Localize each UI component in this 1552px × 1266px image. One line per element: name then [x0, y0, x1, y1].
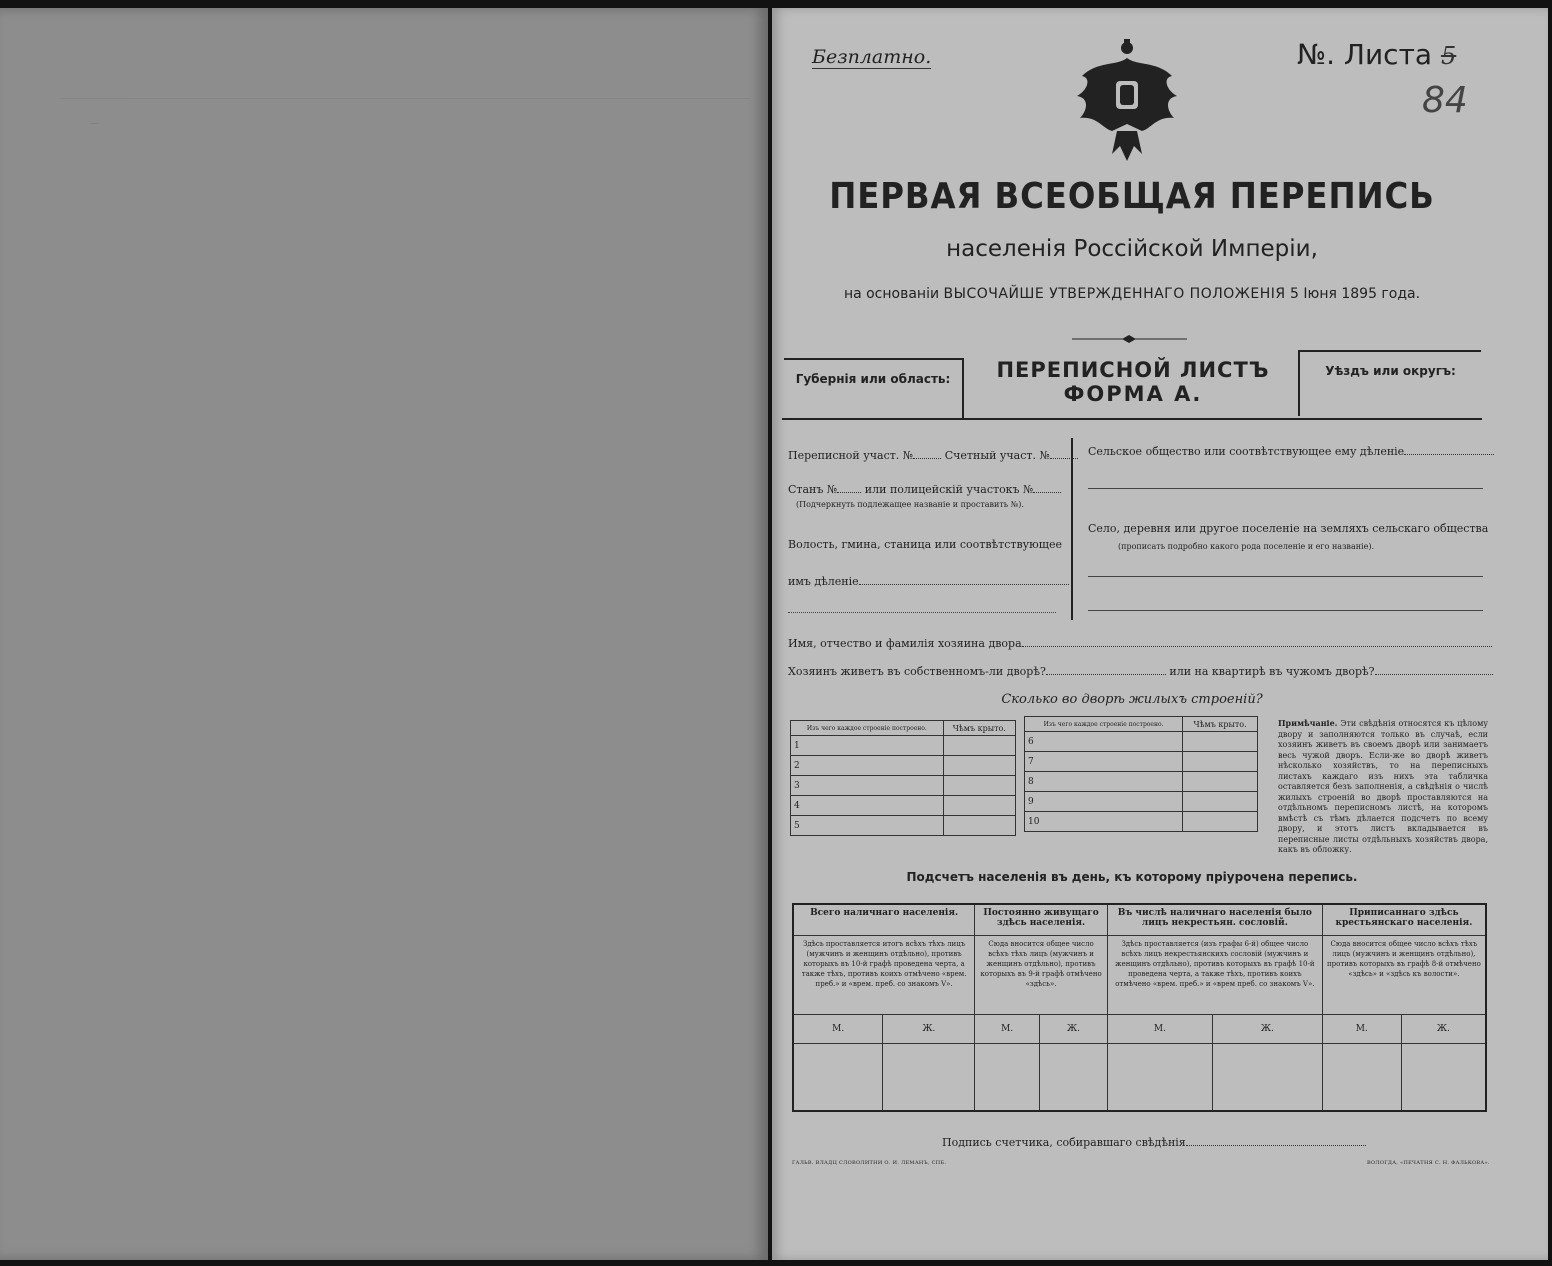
form-header-center [968, 354, 1298, 420]
buildings-note [1278, 718, 1488, 856]
buildings-col-roof: Чѣмъ крыто. [1183, 717, 1258, 732]
form-subtitle: населенія Россійской Имперіи, [946, 236, 1318, 262]
table-row [1025, 752, 1258, 772]
form-type: ФОРМА А. [1063, 382, 1203, 406]
row-number: 6 [1025, 732, 1183, 752]
buildings-col-roof: Чѣмъ крыто. [943, 721, 1015, 736]
row-number: 4 [791, 796, 944, 816]
village-line-1 [1088, 576, 1483, 577]
legal-basis-line [772, 286, 1492, 302]
row-number: 7 [1025, 752, 1183, 772]
bleed-through-ghost: — [60, 98, 750, 229]
male-header: М. [1107, 1015, 1212, 1044]
form-main-title: ПЕРВАЯ ВСЕОБЩАЯ ПЕРЕПИСЬ [829, 176, 1435, 217]
free-of-charge-label: Безплатно. [812, 46, 932, 68]
census-district-field [788, 448, 1078, 462]
count-desc-registered-peasant: Сюда вносится общее число всѣхъ тѣхъ лицъ (мужчинъ и женщинъ отдѣльно), противъ которыхъ въ графѣ 8-й отмѣчено «здѣсь» и «здѣсь къ волости». [1322, 936, 1486, 1015]
male-header: М. [975, 1015, 1040, 1044]
census-district-label: Переписной участ. № [788, 449, 914, 462]
count-col-registered-peasant: Приписаннаго здѣсь крестьянскаго населенія. [1322, 904, 1486, 936]
legal-basis-date: 5 Іюня 1895 года. [1290, 286, 1421, 302]
header-rule [782, 418, 1482, 420]
legal-basis-prefix: на основаніи [843, 286, 940, 302]
counting-district-label: Счетный участ. № [944, 449, 1050, 462]
buildings-table-left [790, 720, 1016, 836]
district-field: Уѣздъ или округъ: [1298, 350, 1481, 416]
count-desc-non-peasant: Здѣсь проставляется (изъ графы 6-й) общее число всѣхъ лицъ некрестьянскихъ сословій (мужчинъ и женщинъ отдѣльно), противъ которыхъ въ графѣ 10-й проведена черта, а также тѣхъ, противъ коихъ отмѣчено «врем. преб.» и «врем преб. со знакомъ V». [1107, 936, 1322, 1015]
row-number: 3 [791, 776, 944, 796]
volost-label: Волость, гмина, станица или соотвѣтствующее [788, 538, 1062, 551]
legal-basis-caps: ВЫСОЧАЙШЕ УТВЕРЖДЕННАГО ПОЛОЖЕНІЯ [943, 286, 1286, 302]
signature-label: Подпись счетчика, собиравшаго свѣдѣнія [942, 1136, 1186, 1149]
count-desc-permanent: Сюда вносится общее число всѣхъ тѣхъ лицъ (мужчинъ и женщинъ отдѣльно), противъ которыхъ въ 9-й графѣ отмѣчено «здѣсь». [975, 936, 1108, 1015]
column-divider [1071, 438, 1073, 620]
province-field: Губернія или область: [784, 358, 964, 420]
count-desc-total: Здѣсь проставляется итогъ всѣхъ тѣхъ лицъ (мужчинъ и женщинъ отдѣльно), противъ которыхъ въ 10-й графѣ проведена черта, а также тѣхъ, противъ коихъ отмѣчено «врем. преб.» и «врем. преб. со знакомъ V». [793, 936, 975, 1015]
table-row [791, 776, 1016, 796]
female-header: Ж. [883, 1015, 975, 1044]
owner-residence-field [788, 664, 1493, 678]
table-row [791, 796, 1016, 816]
table-row [1025, 792, 1258, 812]
village-note: (прописать подробно какого рода поселеніе и его названіе). [1118, 542, 1374, 551]
rural-society-line [1088, 488, 1483, 489]
table-row [793, 1044, 1486, 1112]
row-number: 2 [791, 756, 944, 776]
buildings-question: Сколько во дворѣ жилыхъ строеній? [1001, 692, 1263, 707]
census-sheet-title: ПЕРЕПИСНОЙ ЛИСТЪ [996, 358, 1270, 382]
buildings-col-material: Изъ чего каждое строеніе построено. [1025, 717, 1183, 732]
count-col-non-peasant: Въ числѣ наличнаго населенія было лицъ некрестьян. сословій. [1107, 904, 1322, 936]
note-text: Эти свѣдѣнія относятся къ цѣлому двору и заполняются только въ случаѣ, если хозяинъ живетъ въ своемъ дворѣ или занимаетъ весь чужой дворъ. Если-же во дворѣ живетъ нѣсколько хозяйствъ, то на переписныхъ листахъ каждаго изъ нихъ эта табличка оставляется безъ заполненія, а свѣдѣнія о числѣ жилыхъ строеній во дворѣ проставляются на отдѣльномъ переписномъ листѣ, на которомъ вмѣстѣ съ тѣмъ дѣлается подсчетъ по всему двору, и этотъ листъ вкладывается въ переписные листы отдѣльныхъ хозяйствъ двора, какъ въ обложку. [1278, 719, 1489, 854]
volost-division-field [788, 574, 1069, 588]
handwritten-page-number: 84 [1422, 80, 1468, 121]
census-form-page [772, 8, 1548, 1260]
table-row [791, 756, 1016, 776]
owner-name-field [788, 636, 1492, 650]
count-col-permanent: Постоянно живущаго здѣсь населенія. [975, 904, 1108, 936]
volost-division-label: имъ дѣленіе [788, 575, 859, 588]
police-district-label: или полицейскій участокъ № [864, 483, 1034, 496]
rural-society-field [1088, 444, 1494, 458]
stan-label: Станъ № [788, 483, 838, 496]
female-header: Ж. [1401, 1015, 1486, 1044]
row-number: 10 [1025, 812, 1183, 832]
buildings-table-right [1024, 716, 1258, 832]
enumerator-signature-field [942, 1136, 1366, 1149]
population-count-title: Подсчетъ населенія въ день, къ которому пріурочена перепись. [906, 870, 1358, 884]
left-page [0, 8, 768, 1260]
owner-rented-label: или на квартирѣ въ чужомъ дворѣ? [1169, 665, 1375, 678]
underline-note: (Подчеркнуть подлежащее названіе и проставить №). [796, 500, 1024, 509]
note-label: Примѣчаніе. [1278, 718, 1338, 728]
female-header: Ж. [1212, 1015, 1322, 1044]
count-col-total: Всего наличнаго населенія. [793, 904, 975, 936]
printer-imprint: ВОЛОГДА, «ПЕЧАТНЯ С. Н. ФАЛЬКОВА». [1367, 1160, 1490, 1166]
row-number: 8 [1025, 772, 1183, 792]
table-row [791, 736, 1016, 756]
village-line-2 [1088, 610, 1483, 611]
table-row [1025, 732, 1258, 752]
sheet-number [1297, 38, 1456, 71]
female-header: Ж. [1040, 1015, 1108, 1044]
volost-blank-line [788, 612, 1056, 613]
population-count-table [792, 903, 1487, 1112]
ornament-divider [1072, 334, 1187, 344]
stan-field [788, 482, 1061, 496]
sheet-number-label: №. Листа [1297, 38, 1433, 71]
buildings-col-material: Изъ чего каждое строеніе построено. [791, 721, 944, 736]
village-label: Село, деревня или другое поселеніе на земляхъ сельскаго общества [1088, 522, 1489, 535]
sheet-number-value: 5 [1440, 42, 1457, 70]
table-row [1025, 812, 1258, 832]
typefoundry-imprint: ГАЛЬВ. ВЛАДЦ СЛОВОЛИТНИ О. И. ЛЕМАНЪ, СПБ. [792, 1160, 947, 1166]
table-row [791, 816, 1016, 836]
imperial-eagle-emblem [1072, 36, 1182, 166]
row-number: 9 [1025, 792, 1183, 812]
rural-society-label: Сельское общество или соотвѣтствующее ему дѣленіе [1088, 445, 1405, 458]
owner-own-yard-label: Хозяинъ живетъ въ собственномъ-ли дворѣ? [788, 665, 1046, 678]
row-number: 5 [791, 816, 944, 836]
owner-name-label: Имя, отчество и фамилія хозяина двора [788, 637, 1022, 650]
male-header: М. [1322, 1015, 1401, 1044]
male-header: М. [793, 1015, 883, 1044]
row-number: 1 [791, 736, 944, 756]
table-row [1025, 772, 1258, 792]
